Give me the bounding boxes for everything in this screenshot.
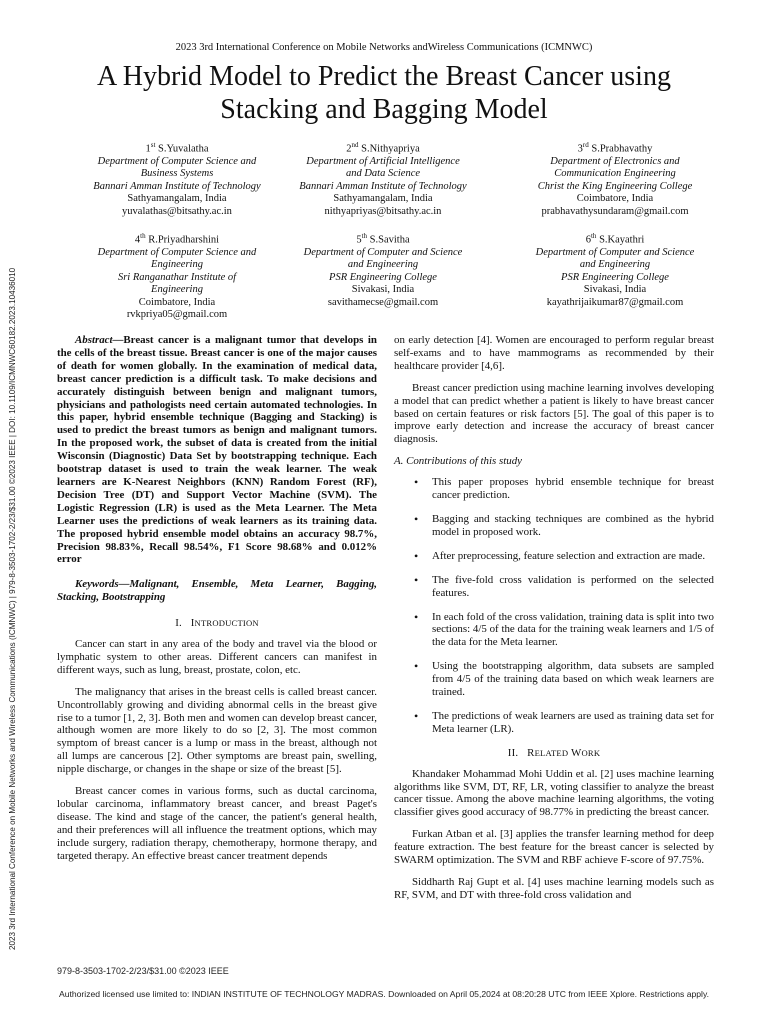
related-paragraph: Siddharth Raj Gupt et al. [4] uses machine learning models such as RF, SVM, and DT with three-fold cross validation and [394,876,714,901]
author-dept: Department of Computer and Science [535,246,695,258]
author-email: savithamecse@gmail.com [327,296,439,308]
copyright-notice: 979-8-3503-1702-2/23/$31.00 ©2023 IEEE [57,966,229,976]
author-dept: Engineering [151,259,203,271]
author-block-3 [500,139,730,218]
author-dept: Business Systems [140,168,214,180]
left-column [57,334,377,872]
conference-header: 2023 3rd International Conference on Mobile Networks andWireless Communications (ICMNWC) [175,42,593,53]
author-dept: and Engineering [579,259,651,271]
author-name: 1st S.Yuvalatha [145,141,209,155]
author-email: rvkpriya05@gmail.com [126,308,228,320]
author-dept: Communication Engineering [554,168,676,180]
author-institution: Christ the King Engineering College [537,180,693,192]
author-location: Coimbatore, India [138,296,216,308]
subsection-heading-contributions: A. Contributions of this study [394,455,522,468]
author-dept: Department of Artificial Intelligence [306,155,460,167]
author-location: Sivakasi, India [351,284,415,296]
author-dept: and Data Science [345,168,421,180]
author-email: nithyapriyas@bitsathy.ac.in [324,205,442,217]
author-dept: Department of Electronics and [550,155,680,167]
list-item: • The five-fold cross validation is performed on the selected features. [394,574,714,600]
list-item: • The predictions of weak learners are used as training data set for Meta learner (LR). [394,710,714,736]
author-location: Sivakasi, India [583,284,647,296]
author-email: yuvalathas@bitsathy.ac.in [122,205,232,217]
author-location: Sathyamangalam, India [333,193,433,205]
related-paragraph: Khandaker Mohammad Mohi Uddin et al. [2] uses machine learning algorithms like SVM, DT, RF, LR, voting classifier to analyze the breast cancer tissue. Among the above machine learning algorithms, the voting classifier gives good accuracy of 98.77% in predicting the breast cancer. [394,767,714,819]
section-heading-related-work: II. RELATED WORK [507,746,601,759]
author-name: 3rd S.Prabhavathy [577,141,653,155]
list-item: • Using the bootstrapping algorithm, data subsets are sampled from 4/5 of the training data based on which weak learners are trained. [394,660,714,699]
body-paragraph: Breast cancer prediction using machine learning involves developing a model that can predict whether a patient is likely to have breast cancer based on certain features or risk factors [5]. The goal of this paper is to improve early detection and increase the accuracy of breast cancer diagnosis. [394,381,714,446]
author-email: prabhavathysundaram@gmail.com [541,205,689,217]
license-footer: Authorized licensed use limited to: INDIAN INSTITUTE OF TECHNOLOGY MADRAS. Downloaded on April 05,2024 at 08:20:28 UTC from IEEE Xplore. Restrictions apply. [58,989,710,999]
intro-paragraph: The malignancy that arises in the breast cells is called breast cancer. Uncontrollably growing and dividing abnormal cells in the breast give rise to a tumor [1, 2, 3]. Both men and women can develop breast cancer, although women are more likely to do so [2, 3]. The most common symptom of breast cancer is a lump or mass in the breast, although not all lumps are cancerous [2]. Other symptoms are breast pain, swelling, nipple discharge, or changes in the shape or size of the breast [5]. [57,685,377,776]
author-block-2 [268,139,498,218]
author-block-5 [268,230,498,309]
keywords: Keywords—Malignant, Ensemble, Meta Learner, Bagging, Stacking, Bootstrapping [57,578,377,604]
contributions-list [394,476,714,736]
intro-paragraph: Breast cancer comes in various forms, such as ductal carcinoma, lobular carcinoma, inflammatory breast cancer, and breast Paget's disease. The kind and stage of the cancer, the patient's general health, and their preferences will all influence the treatment options, which may include surgery, radiation therapy, chemotherapy, hormone therapy, and targeted therapy. An effective breast cancer treatment depends [57,785,377,862]
intro-paragraph: Cancer can start in any area of the body and travel via the blood or lymphatic system to other areas. Different cancers can manifest in different ways, such as lung, breast, prostate, colon, etc. [57,638,377,676]
author-name: 4th R.Priyadharshini [134,232,220,246]
author-dept: Department of Computer and Science [303,246,463,258]
author-location: Coimbatore, India [576,193,654,205]
author-name: 6th S.Kayathri [585,232,645,246]
author-institution: Bannari Amman Institute of Technology [299,180,467,192]
sidebar-citation: 2023 3rd International Conference on Mobile Networks and Wireless Communications (ICMNWC) | 979-8-3503-1702-2/23/$31.00 ©2023 IEEE | DOI: 10.1109/ICMNWC60182.2023.10436010 [8,267,17,950]
title-line-2: Stacking and Bagging Model [220,94,548,125]
right-column [394,334,714,911]
author-institution: PSR Engineering College [329,271,437,283]
author-name: 5th S.Savitha [356,232,410,246]
author-institution: PSR Engineering College [561,271,669,283]
abstract-text: —Breast cancer is a malignant tumor that develops in the cells of the breast tissue. Breast cancer is one of the major causes of death for women globally. In the examination of medical data, breast cancer prediction is a difficult task. To make decisions and accurately distinguish between benign and malignant tumors, physicians and pathologists need certain automated technologies. In this paper, hybrid ensemble technique (Bagging and Stacking) is used to predict the breast tumors as benign and malignant tumors. In the proposed work, the subset of data is created from the initial Wisconsin (Diagnostic) Data Set by bootstrapping technique. Each bootstrap dataset is used to train the weak learner. The weak learners are K-Nearest Neighbors (KNN) Random Forest (RF), Decision Tree (DT) and Support Vector Machine (SVM). The Logistic Regression (LR) is used as the Meta Learner. The Meta Learner uses the predictions of weak learners as its training data. The proposed hybrid ensemble model obtains an accuracy 98.7%, Precision 98.83%, Recall 98.54%, F1 Score 98.68% and 0.012% error [57,334,377,566]
author-institution: Engineering [151,284,203,296]
author-institution: Sri Ranganathar Institute of [117,271,237,283]
title-line-1: A Hybrid Model to Predict the Breast Cancer using [97,61,671,92]
author-institution: Bannari Amman Institute of Technology [93,180,261,192]
continued-paragraph: on early detection [4]. Women are encouraged to perform regular breast self-exams and to have mammograms as recommended by their healthcare provider [4,6]. [394,334,714,372]
list-item: • Bagging and stacking techniques are combined as the hybrid model in proposed work. [394,513,714,539]
list-item: • This paper proposes hybrid ensemble technique for breast cancer prediction. [394,476,714,502]
author-email: kayathrijaikumar87@gmail.com [546,296,684,308]
author-block-6 [500,230,730,309]
author-block-4 [62,230,292,321]
related-paragraph: Furkan Atban et al. [3] applies the transfer learning method for deep feature extraction. The best feature for the breast cancer is selected by SWARM optimization. The SVM and RBF achieve F-score of 97.75%. [394,828,714,867]
author-name: 2nd S.Nithyapriya [346,141,420,155]
list-item: • In each fold of the cross validation, training data is split into two sections: 4/5 of the data for the training weak learners and 1/5 of the data for the Meta learner. [394,611,714,650]
author-block-1 [62,139,292,218]
list-item: • After preprocessing, feature selection and extraction are made. [394,550,714,563]
abstract [57,334,377,566]
author-location: Sathyamangalam, India [127,193,227,205]
section-heading-introduction: I. INTRODUCTION [175,617,259,630]
paper-title [40,60,728,126]
abstract-label: Abstract [75,334,113,346]
author-dept: Department of Computer Science and [97,155,257,167]
author-dept: and Engineering [347,259,419,271]
author-dept: Department of Computer Science and [97,246,257,258]
